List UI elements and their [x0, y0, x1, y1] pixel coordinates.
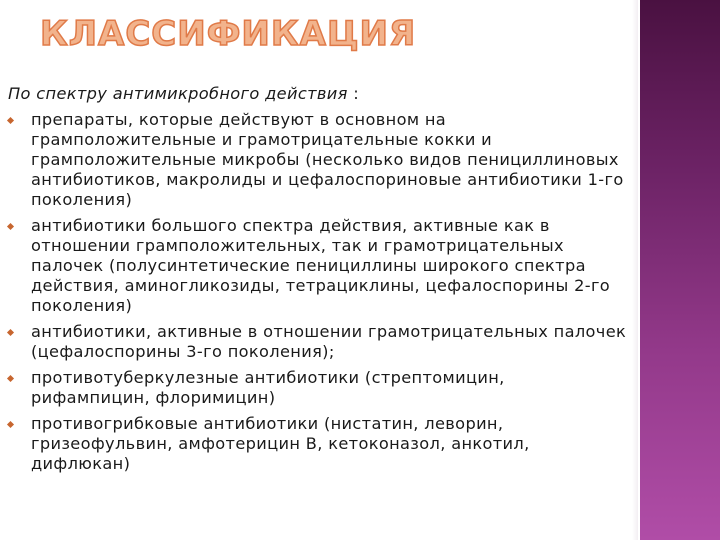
intro-suffix: : — [347, 84, 360, 103]
list-item-text: противогрибковые антибиотики (нистатин, леворин, гризеофульвин, амфотерицин В, кетоконазол, анкотил, дифлюкан) — [31, 414, 530, 473]
list-item-text: противотуберкулезные антибиотики (стрептомицин, рифампицин, флоримицин) — [31, 368, 505, 407]
list-item — [8, 414, 628, 474]
intro-label: По спектру антимикробного действия — [8, 84, 348, 103]
bullet-diamond-icon — [7, 375, 14, 382]
list-item-text: антибиотики большого спектра действия, активные как в отношении грамположительных, так и грамотрицательных палочек (полусинтетические пенициллины широкого спектра действия, аминогликозиды, тетрациклины, цефалоспорины 2-го поколения) — [31, 216, 611, 315]
list-item — [8, 110, 628, 210]
bullet-list — [8, 110, 628, 474]
slide-content — [8, 84, 628, 480]
list-item-text: препараты, которые действуют в основном на грамположительные и грамотрицательные кокки и грамположительные микробы (несколько видов пенициллиновых антибиотиков, макролиды и цефалоспориновые антибиотики 1-го поколения) — [31, 110, 624, 209]
bullet-diamond-icon — [7, 329, 14, 336]
decorative-side-band — [640, 0, 720, 540]
bullet-diamond-icon — [7, 117, 14, 124]
intro-line — [8, 84, 628, 104]
list-item — [8, 368, 628, 408]
slide-title: КЛАССИФИКАЦИЯ — [40, 14, 417, 54]
bullet-diamond-icon — [7, 421, 14, 428]
bullet-diamond-icon — [7, 223, 14, 230]
list-item-text: антибиотики, активные в отношении грамотрицательных палочек (цефалоспорины 3-го поколения); — [31, 322, 627, 361]
list-item — [8, 216, 628, 316]
list-item — [8, 322, 628, 362]
